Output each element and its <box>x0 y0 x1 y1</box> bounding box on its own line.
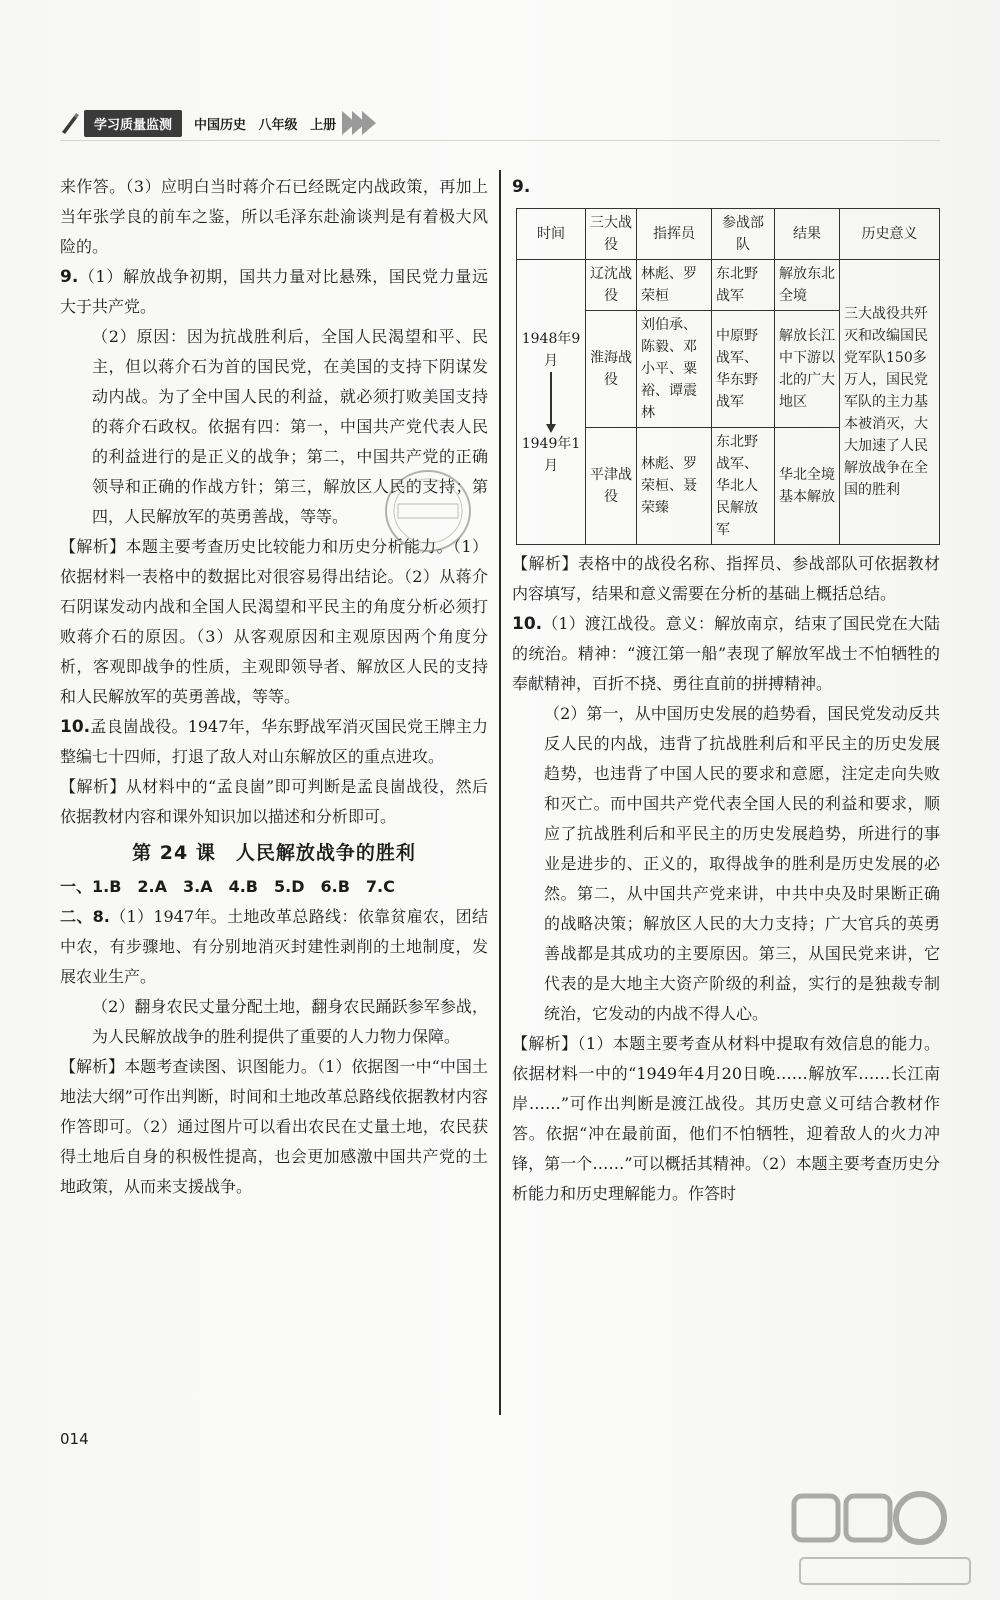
answer-text: 孟良崮战役。1947年，华东野战军消灭国民党王牌主力整编七十四师，打退了敌人对山东解放区的重点进攻。 <box>60 717 488 766</box>
battle-cell: 淮海战役 <box>586 311 637 428</box>
question-10-analysis: 【解析】（1）本题主要考查从材料中提取有效信息的能力。依据材料一中的“1949年4月20日晚……解放军……长江南岸……”可作出判断是渡江战役。其历史意义可结合教材作答。依据“冲在最前面，他们不怕牺牲，迎着敌人的火力冲锋，第一个……”可以概括其精神。（2）本题主要考查历史分析能力和历史理解能力。作答时 <box>512 1034 940 1203</box>
page-number: 014 <box>60 1430 89 1448</box>
result-cell: 华北全境基本解放 <box>775 428 840 545</box>
battles-table <box>516 208 940 545</box>
header-rule <box>60 140 940 141</box>
troops-cell: 中原野战军、华东野战军 <box>712 311 775 428</box>
result-cell: 解放长江中下游以北的广大地区 <box>775 311 840 428</box>
answer-text: （1）解放战争初期，国共力量对比悬殊，国民党力量远大于共产党。 <box>60 267 488 316</box>
multiple-choice-answers: 一、1.B 2.A 3.A 4.B 5.D 6.B 7.C <box>60 877 395 896</box>
time-end: 1949年1月 <box>521 435 581 474</box>
chevron-decoration-icon <box>346 111 376 135</box>
timeline-arrow <box>550 372 552 424</box>
page-header <box>60 108 376 138</box>
battle-cell: 平津战役 <box>586 428 637 545</box>
question-10-analysis: 【解析】从材料中的“孟良崮”即可判断是孟良崮战役，然后依据教材内容和课外知识加以描述和分析即可。 <box>60 777 488 826</box>
inspection-stamp-icon <box>382 466 474 556</box>
lesson-title: 第 24 课 人民解放战争的胜利 <box>132 842 416 864</box>
question-10-answer-1 <box>512 609 940 699</box>
table-header-row <box>517 209 940 260</box>
subject-meta: 中国历史 八年级 上册 <box>194 117 337 133</box>
series-tag: 学习质量监测 <box>84 110 182 137</box>
question-9-analysis: 【解析】本题主要考查历史比较能力和历史分析能力。（1）依据材料一表格中的数据比对很容易得出结论。（2）从蒋介石阴谋发动内战和全国人民渴望和平民主的角度分析必须打败蒋介石的原因。（3）从客观原因和主观原因两个角度分析，客观即战争的性质，主观即领导者、解放区人民的支持和人民解放军的英勇善战，等等。 <box>60 537 488 706</box>
question-number: 9. <box>60 267 79 287</box>
troops-cell: 东北野战军 <box>712 260 775 311</box>
answer-text: （1）1947年。土地改革总路线：依靠贫雇农，团结中农，有步骤地、有分别地消灭封建性剥削的土地制度，发展农业生产。 <box>60 907 488 986</box>
troops-cell: 东北野战军、华北人民解放军 <box>712 428 775 545</box>
paragraph: 来作答。（3）应明白当时蒋介石已经既定内战政策，再加上当年张学良的前车之鉴，所以毛泽东赴渝谈判是有着极大风险的。 <box>60 177 488 256</box>
column-header: 指挥员 <box>637 209 712 260</box>
battle-cell: 辽沈战役 <box>586 260 637 311</box>
right-column <box>512 172 940 1209</box>
question-number: 10. <box>512 614 543 634</box>
left-column <box>60 172 488 1202</box>
answer-text: （1）渡江战役。意义：解放南京，结束了国民党在大陆的统治。精神：“渡江第一船”表现了解放军战士不怕牺牲的奉献精神，百折不挠、勇往直前的拼搏精神。 <box>512 614 940 693</box>
question-8-analysis: 【解析】本题考查读图、识图能力。（1）依据图一中“中国土地法大纲”可作出判断，时间和土地改革总路线依据教材内容作答即可。（2）通过图片可以看出农民在丈量土地，农民获得土地后自身的积极性提高，也会更加感激中国共产党的土地政策，从而来支援战争。 <box>60 1057 488 1196</box>
column-header: 历史意义 <box>840 209 940 260</box>
commander-cell: 刘伯承、陈毅、邓小平、粟裕、谭震林 <box>637 311 712 428</box>
arrow-down-icon <box>546 424 556 433</box>
site-watermark-logo <box>790 1488 990 1598</box>
column-header: 结果 <box>775 209 840 260</box>
question-number: 10. <box>60 717 91 737</box>
column-header: 时间 <box>517 209 586 260</box>
column-header: 参战部队 <box>712 209 775 260</box>
commander-cell: 林彪、罗荣桓、聂荣臻 <box>637 428 712 545</box>
question-9-answer-2: （2）原因：因为抗战胜利后，全国人民渴望和平、民主，但以蒋介石为首的国民党，在美国的支持下阴谋发动内战。为了全中国人民的利益，就必须打败美国支持的蒋介石政权。依据有四：第一，中国共产党代表人民的利益进行的是正义的战争；第二，中国共产党的正确领导和正确的作战方针；第三，解放区人民的支持；第四，人民解放军的英勇善战，等等。 <box>92 327 488 526</box>
time-cell <box>517 260 586 545</box>
question-8-answer-1 <box>60 902 488 992</box>
question-9-analysis: 【解析】表格中的战役名称、指挥员、参战部队可依据教材内容填写，结果和意义需要在分析的基础上概括总结。 <box>512 554 940 603</box>
pen-icon <box>60 112 80 134</box>
commander-cell: 林彪、罗荣桓 <box>637 260 712 311</box>
significance-cell: 三大战役共歼灭和改编国民党军队150多万人，国民党军队的主力基本被消灭，大大加速了人民解放战争在全国的胜利 <box>840 260 940 545</box>
table-row <box>517 260 940 311</box>
time-start: 1948年9月 <box>521 330 581 369</box>
section-lead: 二、8. <box>60 907 110 926</box>
question-8-answer-2: （2）翻身农民丈量分配土地，翻身农民踊跃参军参战，为人民解放战争的胜利提供了重要的人力物力保障。 <box>92 997 488 1046</box>
column-divider <box>499 170 501 1415</box>
column-header: 三大战役 <box>586 209 637 260</box>
question-9-answer-1 <box>60 262 488 322</box>
question-10-answer <box>60 712 488 772</box>
result-cell: 解放东北全境 <box>775 260 840 311</box>
question-number: 9. <box>512 177 531 197</box>
question-10-answer-2: （2）第一，从中国历史发展的趋势看，国民党发动反共反人民的内战，违背了抗战胜利后和平民主的历史发展趋势，也违背了中国人民的要求和意愿，注定走向失败和灭亡。而中国共产党代表全国人民的利益和要求，顺应了抗战胜利后和平民主的历史发展趋势，所进行的事业是进步的、正义的，取得战争的胜利是历史发展的必然。第二，从中国共产党来讲，中共中央及时果断正确的战略决策；解放区人民的大力支持；广大官兵的英勇善战都是其成功的主要原因。第三，从国民党来讲，它代表的是大地主大资产阶级的利益，实行的是独裁专制统治，它发动的内战不得人心。 <box>544 704 940 1023</box>
